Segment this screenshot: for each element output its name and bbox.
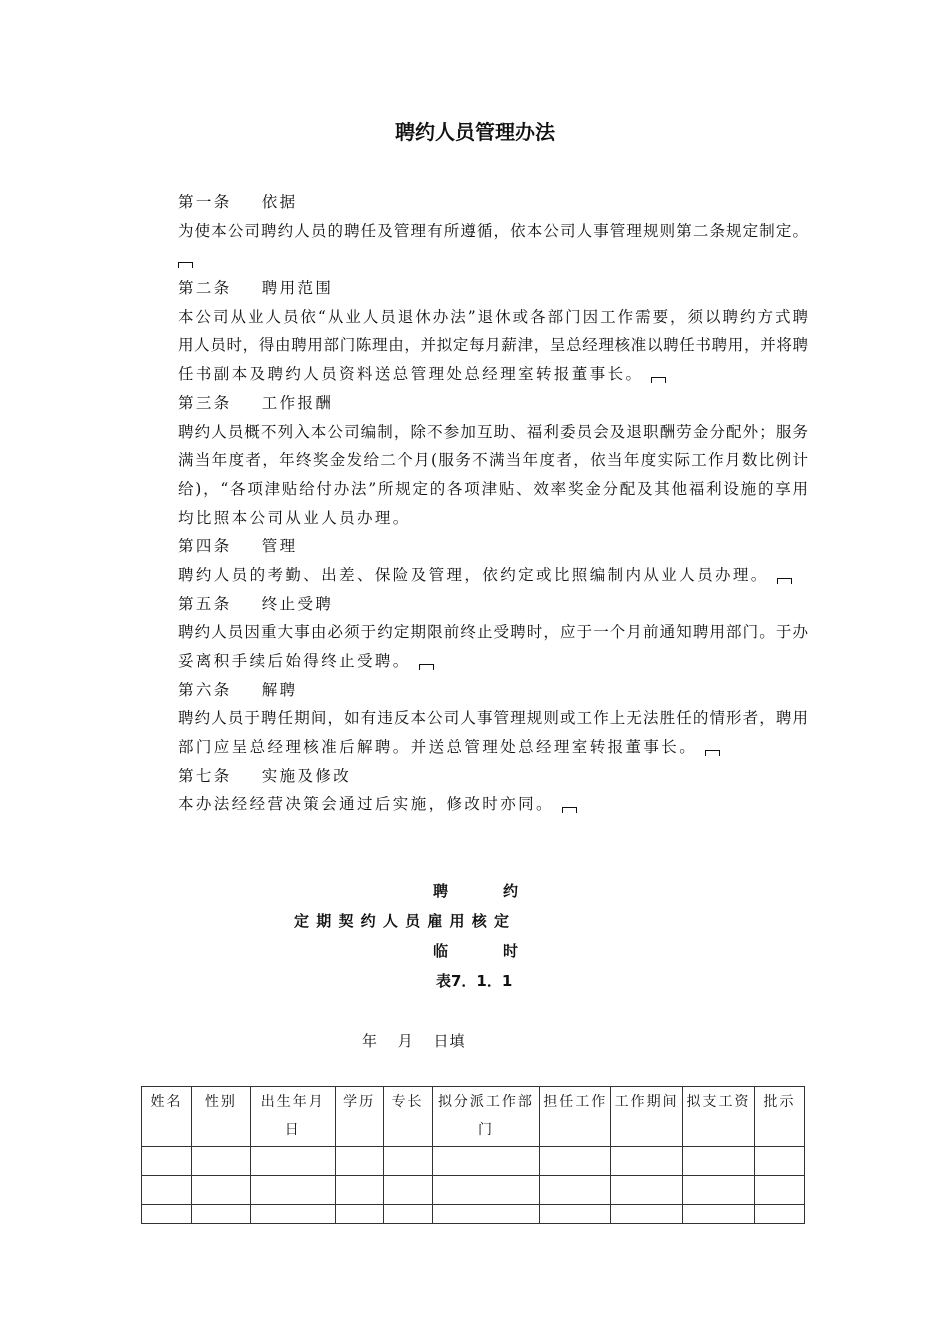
paragraph-mark-icon	[651, 377, 666, 383]
table-cell[interactable]	[191, 1147, 250, 1176]
article-name: 聘用范围	[261, 279, 334, 298]
table-cell[interactable]	[683, 1147, 755, 1176]
text: 均比照本公司从业人员办理。	[178, 508, 411, 527]
form-title-char: 聘	[433, 882, 449, 900]
article-heading	[178, 676, 808, 705]
article-number: 第三条	[178, 393, 232, 412]
column-header-text: 拟分派工作部	[437, 1094, 534, 1110]
article-text-line: 聘约人员因重大事由必须于约定期限前终止受聘时，应于一个月前通知聘用部门。于办	[178, 623, 808, 642]
column-header	[683, 1087, 755, 1147]
column-header	[540, 1087, 611, 1147]
form-title-char: 约	[502, 882, 518, 900]
column-header	[250, 1087, 335, 1147]
article-text-line: 本公司从业人员依“从业人员退休办法”退休或各部门因工作需要，须以聘约方式聘	[178, 307, 808, 326]
table-cell[interactable]	[540, 1147, 611, 1176]
table-cell[interactable]	[335, 1147, 383, 1176]
paragraph-mark-icon	[562, 807, 577, 813]
table-cell[interactable]	[683, 1205, 755, 1224]
article-name: 工作报酬	[261, 393, 334, 412]
form-title-row3	[433, 940, 518, 961]
article-text-line: 为使本公司聘约人员的聘任及管理有所遵循，依本公司人事管理规则第二条规定制定。	[178, 221, 808, 240]
article-heading	[178, 274, 808, 303]
column-header	[142, 1087, 192, 1147]
paragraph-mark-icon	[777, 578, 792, 584]
article-text-line: 聘约人员概不列入本公司编制，除不参加互助、福利委员会及退职酬劳金分配外；服务	[178, 422, 808, 441]
form-title-char: 临	[433, 942, 449, 960]
column-header-text: 学历	[343, 1094, 376, 1110]
article-name: 实施及修改	[261, 766, 352, 785]
column-header-text: 批示	[763, 1094, 796, 1110]
column-header-text: 出生年月	[260, 1094, 325, 1110]
table-cell[interactable]	[683, 1176, 755, 1205]
table-cell[interactable]	[754, 1147, 804, 1176]
table-cell[interactable]	[383, 1205, 432, 1224]
column-header	[191, 1087, 250, 1147]
article-name: 管理	[261, 537, 298, 556]
employment-form-table	[141, 1086, 805, 1224]
table-cell[interactable]	[754, 1205, 804, 1224]
article-name: 解聘	[261, 680, 298, 699]
column-header	[611, 1087, 683, 1147]
column-header	[383, 1087, 432, 1147]
table-cell[interactable]	[250, 1205, 335, 1224]
table-header-row	[142, 1087, 805, 1147]
table-cell[interactable]	[335, 1205, 383, 1224]
table-row	[142, 1176, 805, 1205]
table-cell[interactable]	[432, 1147, 540, 1176]
column-header-text: 工作期间	[614, 1094, 679, 1110]
text: 妥离积手续后始得终止受聘。	[178, 652, 411, 670]
article-text-line	[178, 561, 808, 590]
article-text-line: 给)，“各项津贴给付办法”所规定的各项津贴、效率奖金分配及其他福利设施的享用	[178, 479, 808, 498]
table-cell[interactable]	[611, 1147, 683, 1176]
article-text-line	[178, 647, 808, 676]
table-number: 表7．1．1	[436, 972, 513, 990]
article-heading	[178, 389, 808, 418]
table-cell[interactable]	[540, 1205, 611, 1224]
article-number: 第一条	[178, 193, 232, 211]
table-cell[interactable]	[142, 1205, 192, 1224]
column-header-text: 性别	[204, 1094, 237, 1110]
paragraph-mark-line	[178, 245, 808, 274]
table-cell[interactable]	[611, 1176, 683, 1205]
text: 部门应呈总经理核准后解聘。并送总管理处总经理室转报董事长。	[178, 738, 698, 757]
paragraph-mark-icon	[178, 262, 193, 268]
article-heading	[178, 762, 808, 791]
table-cell[interactable]	[335, 1176, 383, 1205]
table-row	[142, 1205, 805, 1224]
paragraph-mark-icon	[419, 664, 434, 670]
document-title: 聘约人员管理办法	[395, 120, 555, 144]
article-heading	[178, 590, 808, 619]
date-line: 年 月 日填	[362, 1032, 466, 1050]
article-text-line	[178, 790, 808, 819]
article-number: 第七条	[178, 766, 232, 785]
column-header	[754, 1087, 804, 1147]
column-header-text: 门	[477, 1122, 494, 1138]
article-text-line	[178, 504, 808, 533]
article-name: 终止受聘	[261, 594, 334, 613]
column-header-text: 专长	[391, 1094, 424, 1110]
column-header-text: 担任工作	[543, 1094, 608, 1110]
text: 任书副本及聘约人员资料送总管理处总经理室转报董事长。	[178, 365, 644, 384]
form-title-row2: 定 期 契 约 人 员 雇 用 核 定	[294, 912, 511, 930]
article-text-line	[178, 360, 808, 389]
form-title-char: 时	[502, 942, 518, 960]
article-number: 第五条	[178, 594, 232, 613]
table-cell[interactable]	[142, 1176, 192, 1205]
column-header-text: 姓名	[150, 1094, 183, 1110]
article-heading	[178, 532, 808, 561]
column-header	[335, 1087, 383, 1147]
table-cell[interactable]	[191, 1205, 250, 1224]
document-body	[178, 188, 808, 819]
article-number: 第四条	[178, 537, 232, 556]
table-cell[interactable]	[432, 1176, 540, 1205]
table-row	[142, 1147, 805, 1176]
article-name: 依据	[261, 193, 298, 211]
table-cell[interactable]	[250, 1176, 335, 1205]
table-cell[interactable]	[383, 1176, 432, 1205]
column-header-text: 拟支工资	[686, 1094, 751, 1110]
table-cell[interactable]	[191, 1176, 250, 1205]
article-text-line: 满当年度者，年终奖金发给二个月(服务不满当年度者，依当年度实际工作月数比例计	[178, 451, 808, 470]
article-text-line	[178, 733, 808, 762]
table-cell[interactable]	[142, 1147, 192, 1176]
paragraph-mark-icon	[705, 750, 720, 756]
table-cell[interactable]	[383, 1147, 432, 1176]
form-title-row1	[433, 880, 518, 901]
table-cell[interactable]	[540, 1176, 611, 1205]
table-cell[interactable]	[611, 1205, 683, 1224]
column-header	[432, 1087, 540, 1147]
table-cell[interactable]	[754, 1176, 804, 1205]
text: 聘约人员的考勤、出差、保险及管理，依约定或比照编制内从业人员办理。	[178, 565, 769, 584]
article-text-line: 聘约人员于聘任期间，如有违反本公司人事管理规则或工作上无法胜任的情形者，聘用	[178, 709, 808, 728]
article-number: 第二条	[178, 279, 232, 298]
table-cell[interactable]	[432, 1205, 540, 1224]
table-cell[interactable]	[250, 1147, 335, 1176]
article-heading	[178, 188, 808, 217]
column-header-text: 日	[284, 1122, 301, 1138]
article-text-line: 用人员时，得由聘用部门陈理由，并拟定每月薪津，呈总经理核准以聘任书聘用，并将聘	[178, 336, 808, 355]
text: 本办法经经营决策会通过后实施，修改时亦同。	[178, 795, 554, 814]
article-number: 第六条	[178, 680, 232, 699]
